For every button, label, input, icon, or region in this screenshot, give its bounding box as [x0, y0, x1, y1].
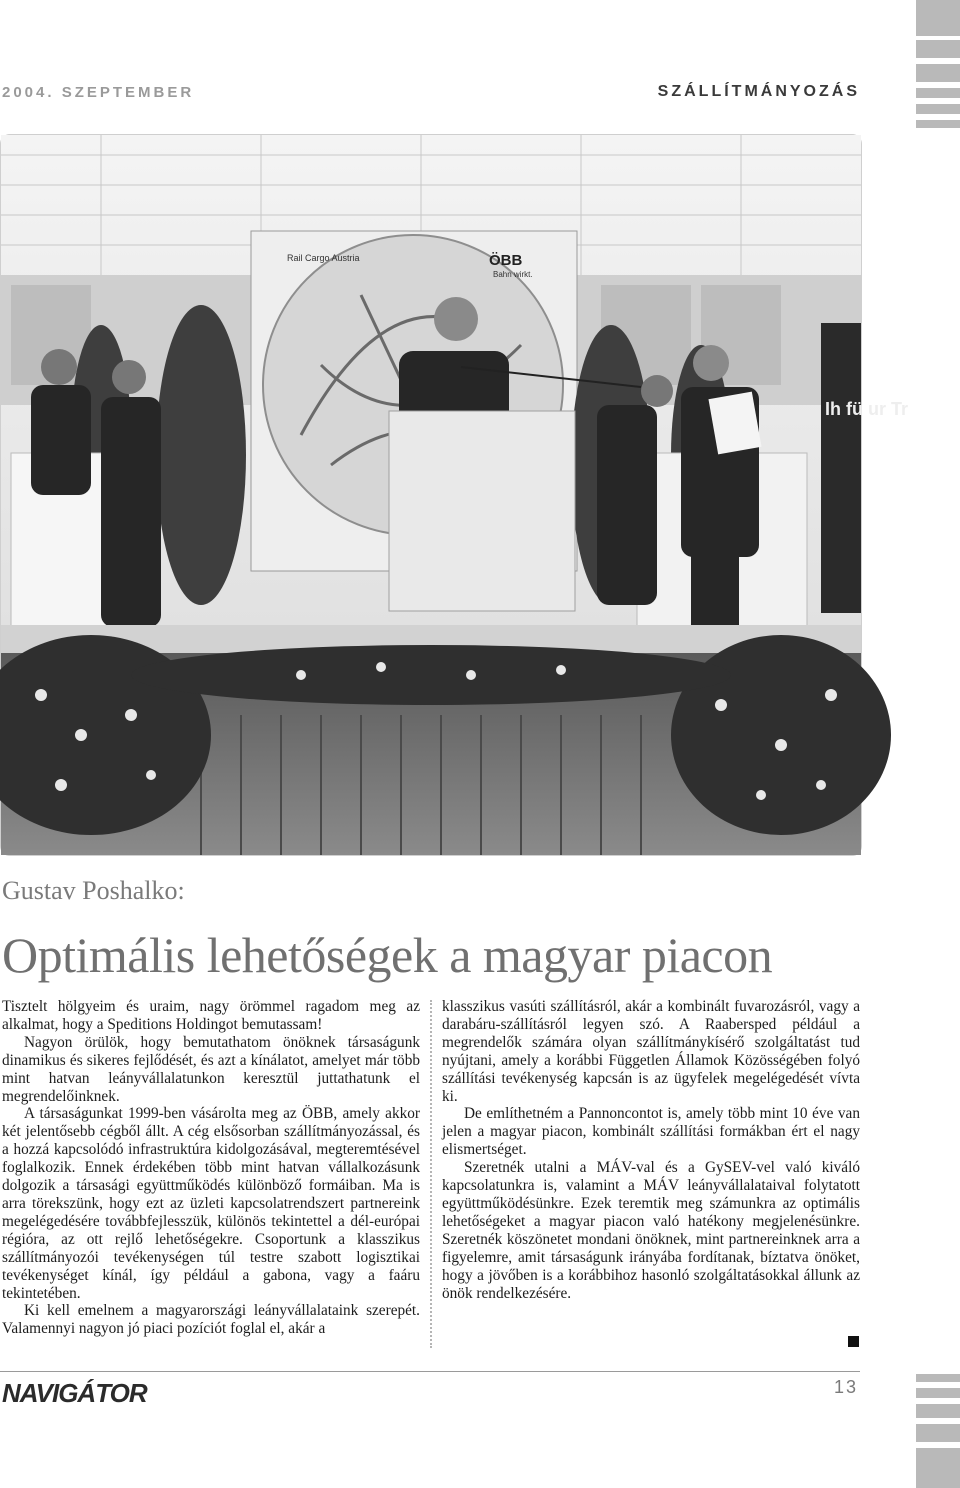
side-banner-text: Ih fü ur Tr [825, 399, 908, 419]
side-tab [916, 120, 960, 128]
side-tab [916, 1374, 960, 1382]
article-end-mark [848, 1336, 859, 1347]
paragraph: Tisztelt hölgyeim és uraim, nagy örömmel ragadom meg az alkalmat, hogy a Speditions Holdingot bemutassam! [2, 998, 420, 1033]
paragraph: klasszikus vasúti szállításról, akár a kombinált fuvarozásról, vagy a darabáru-szállításról legyen szó. A Raabersped például a megrendelők számára olyan szállítmánykísérő szolgáltatást tud nyújtani, amely a korábbi Független Államok Közösségében folyó szállítási tevékenység kapcsán is az ügyfelek megelégedését vívta ki. [442, 998, 860, 1105]
paragraph: De említhetném a Pannoncontot is, amely több mint 10 éve van jelen a magyar piacon, kombinált szállítási formákban ért el nagy elismertséget. [442, 1105, 860, 1159]
paragraph: Ki kell emelnem a magyarországi leányvállalataink szerepét. Valamennyi nagyon jó piaci pozíciót foglal el, akár a [2, 1302, 420, 1338]
side-tab [916, 1448, 960, 1488]
article-column-right [442, 998, 860, 1302]
lectern [389, 411, 575, 611]
article-title: Optimális lehetőségek a magyar piacon [2, 927, 773, 983]
article-column-left [2, 998, 420, 1338]
article-photo [0, 134, 908, 856]
page-number: 13 [833, 1377, 858, 1397]
side-tab [916, 1404, 960, 1418]
side-tab [916, 104, 960, 114]
column-divider [430, 1000, 432, 1348]
side-tab [916, 88, 960, 98]
side-tab [916, 0, 960, 36]
banner-right-label: ÖBB [489, 252, 523, 269]
footer-rule [0, 1371, 860, 1372]
issue-date: 2004. SZEPTEMBER [2, 84, 195, 101]
article-author: Gustav Poshalko: [2, 876, 185, 905]
side-tab [916, 40, 960, 58]
paragraph: A társaságunkat 1999-ben vásárolta meg az ÖBB, amely akkor két jelentősebb cégből állt. A cég elsősorban szállítmányozással, és a hozzá kapcsolódó infrastruktúra kidolgozásával, megteremtésével foglalkozik. Ennek érdekében több mint hatvan vállalkozásunk dolgozik a társasági együttműködés különböző formáiban. Ma is arra törekszünk, hogy ezt az üzleti kapcsolatrendszert partnereink megelégedésére továbbfejlesszük, különös tekintettel a dél-európai régióra, az ott rejlő lehetőségekre. Csoportunk a klasszikus szállítmányozói tevékenységen túl testre szabott logisztikai tevékenységet kínál, így például a gabona, vagy a faáru tekintetében. [2, 1105, 420, 1302]
paragraph: Szeretnék utalni a MÁV-val és a GySEV-vel való kiváló kapcsolatunkra is, valamint a MÁV leányvállalataival folytatott együttműködésünkre. Ezek teremtik meg számunkra az optimális lehetőségeket a magyar piacon való hatékony megjelenésünkre. Szeretnék köszönetet mondani önöknek, mint partnereinknek arra a figyelemre, amit társaságunk irányába fordítanak, bíztatva önöket, hogy a jövőben is a korábbihoz hasonló szolgáltatásokkal állunk az önök rendelkezésére. [442, 1159, 860, 1302]
banner-left-label: Rail Cargo Austria [287, 253, 360, 263]
side-tab [916, 64, 960, 82]
section-title: SZÁLLÍTMÁNYOZÁS [657, 83, 860, 100]
paragraph: Nagyon örülök, hogy bemutathatom önöknek társaságunk dinamikus és sikeres fejlődését, és azt a kínálatot, amelyet már több mint hatvan leányvállalatunkon keresztül juttathatunk el megrendelőinknek. [2, 1033, 420, 1105]
banner-right-sub: Bahn wirkt. [493, 270, 533, 279]
conference-photo [1, 135, 908, 855]
side-tab [916, 1388, 960, 1398]
magazine-logo: NAVIGÁTOR [2, 1378, 147, 1408]
side-tab [916, 1424, 960, 1442]
side-banner [821, 323, 861, 613]
